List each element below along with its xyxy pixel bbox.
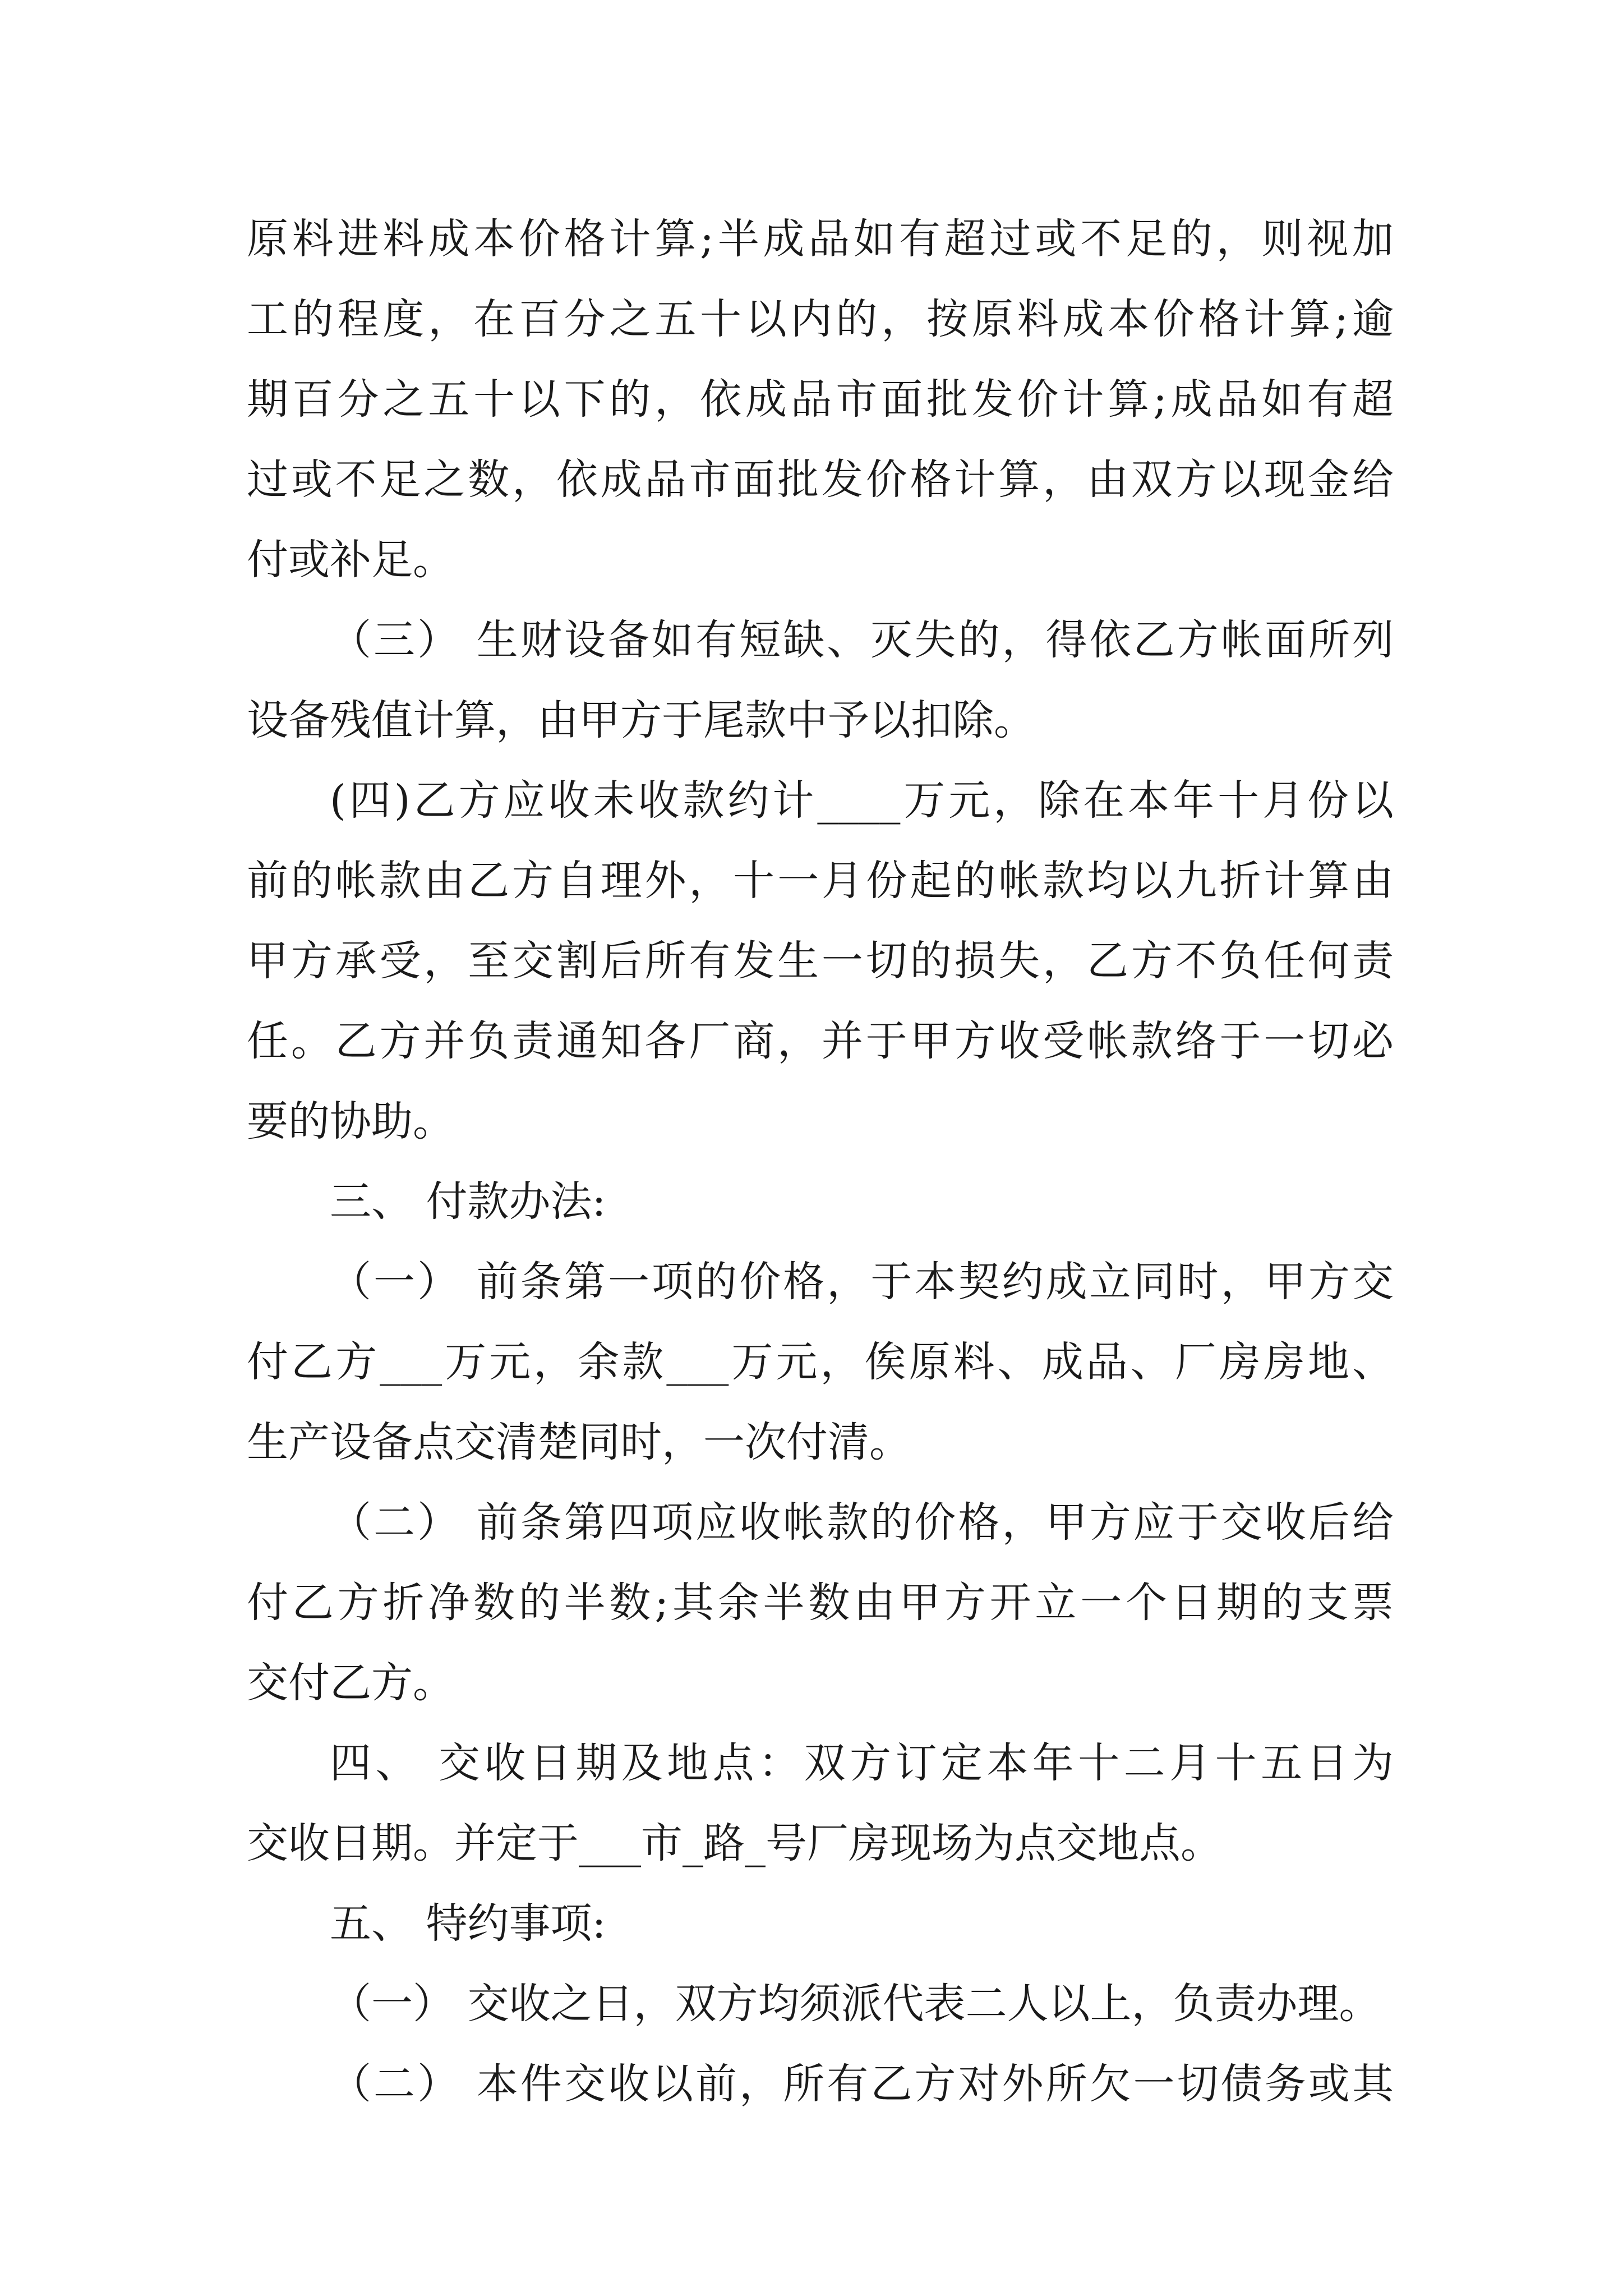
section-heading: 四、 交收日期及地点：双方订定本年十二月十五日为 [330,1739,1394,1787]
text-line: (四)乙方应收未收款约计____万元，除在本年十月份以 [330,776,1394,825]
text-line: 要的协助。 [247,1097,454,1145]
text-line: （三） 生财设备如有短缺、灭失的，得依乙方帐面所列 [330,616,1394,664]
text-line: 甲方承受，至交割后所有发生一切的损失，乙方不负任何责 [247,937,1394,985]
section-heading: 三、 付款办法: [330,1177,606,1226]
text-line: 过或不足之数，依成品市面批发价格计算，由双方以现金给 [247,455,1394,504]
text-line: （一） 前条第一项的价格，于本契约成立同时，甲方交 [330,1258,1394,1306]
text-line: 付或补足。 [247,536,454,584]
text-line: 任。乙方并负责通知各厂商，并于甲方收受帐款络于一切必 [247,1017,1394,1065]
text-line: 前的帐款由乙方自理外，十一月份起的帐款均以九折计算由 [247,857,1394,905]
section-heading: 五、 特约事项: [330,1899,606,1948]
text-line: 交收日期。并定于___市_路_号厂房现场为点交地点。 [247,1819,1222,1867]
text-line: 生产设备点交清楚同时，一次付清。 [247,1418,911,1466]
text-line: （二） 本件交收以前，所有乙方对外所欠一切债务或其 [330,2060,1394,2108]
text-line: 交付乙方。 [247,1659,454,1707]
text-line: 设备残值计算，由甲方于尾款中予以扣除。 [247,696,1035,744]
text-line: 原料进料成本价格计算;半成品如有超过或不足的，则视加 [247,215,1394,263]
text-line: 工的程度，在百分之五十以内的，按原料成本价格计算;逾 [247,295,1394,343]
text-line: 付乙方折净数的半数;其余半数由甲方开立一个日期的支票 [247,1579,1394,1627]
text-line: （一） 交收之日，双方均须派代表二人以上，负责办理。 [330,1980,1381,2028]
text-line: 期百分之五十以下的，依成品市面批发价计算;成品如有超 [247,375,1394,424]
document-body [247,199,1394,2124]
text-line: （二） 前条第四项应收帐款的价格，甲方应于交收后给 [330,1498,1394,1547]
text-line: 付乙方___万元，余款___万元，俟原料、成品、厂房房地、 [247,1338,1394,1386]
